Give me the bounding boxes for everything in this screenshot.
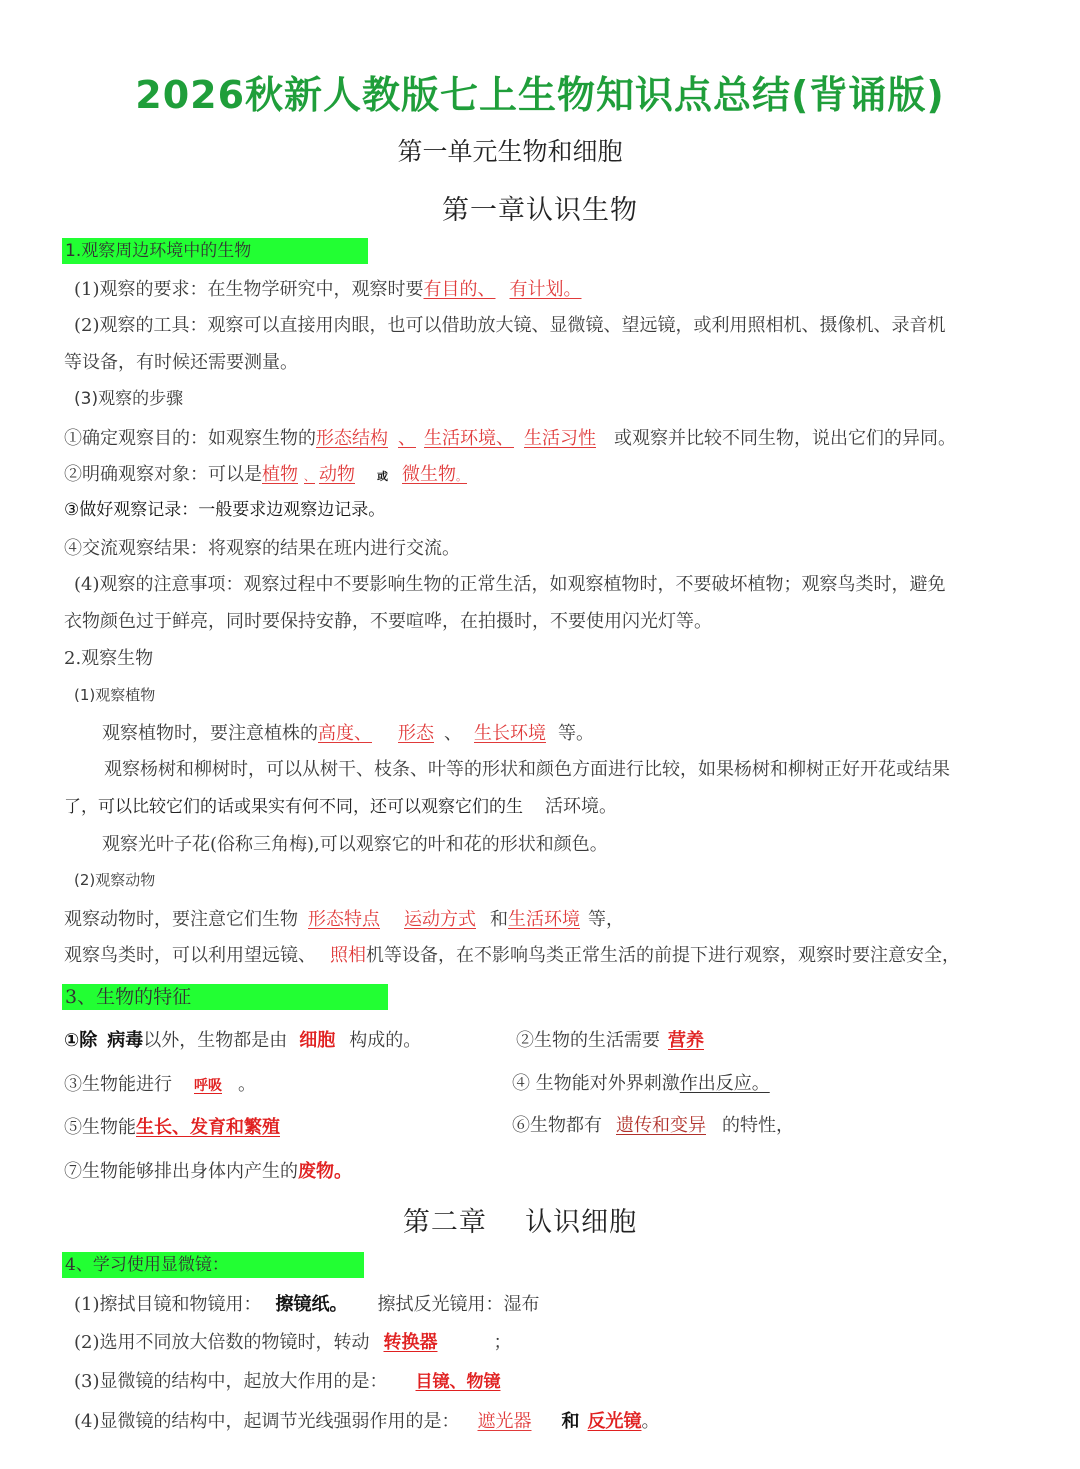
- answer: 遮光器: [477, 1411, 532, 1432]
- observe-plants-heading: (1)观察植物: [74, 686, 156, 704]
- chapter1-title: 第一章认识生物: [442, 195, 638, 226]
- animal-para1: [64, 907, 624, 933]
- observe-steps-heading: (3)观察的步骤: [74, 389, 184, 409]
- answer: 照相: [330, 945, 366, 966]
- plant-para2-line1: 观察杨树和柳树时，可以从树干、枝条、叶等的形状和颜色方面进行比较，如果杨树和柳树正好开花或结果: [104, 759, 950, 780]
- answer: 擦镜纸。: [275, 1294, 348, 1315]
- text: 。: [641, 1411, 660, 1432]
- text: 机等设备，在不影响鸟类正常生活的前提下进行观察，观察时要注意安全，: [366, 945, 960, 966]
- microscope-1: [74, 1292, 540, 1318]
- step4: ④交流观察结果：将观察的结果在班内进行交流。: [64, 538, 460, 559]
- text: 和: [561, 1411, 580, 1432]
- text: ②生物的生活需要: [516, 1030, 660, 1051]
- text: (4)显微镜的结构中，起调节光线强弱作用的是：: [74, 1411, 460, 1432]
- observe-tools-line1: (2)观察的工具：观察可以直接用肉眼，也可以借助放大镜、显微镜、望远镜，或利用照相机、摄像机、录音机: [74, 315, 946, 336]
- text: ⑦生物能够排出身体内产生的: [64, 1161, 298, 1182]
- text: ③生物能进行: [64, 1074, 172, 1095]
- plant-para3: 观察光叶子花(俗称三角梅),可以观察它的叶和花的形状和颜色。: [102, 834, 608, 855]
- text: ⑤生物能: [64, 1117, 136, 1138]
- feature3: [64, 1072, 256, 1099]
- text: 的特性，: [722, 1115, 794, 1136]
- answer: 生长环境: [474, 723, 546, 744]
- observe-notes-line2: 衣物颜色过于鲜亮，同时要保持安静，不要喧哗，在拍摄时，不要使用闪光灯等。: [64, 611, 712, 632]
- text: 或: [377, 470, 388, 483]
- text: ①除: [64, 1030, 98, 1051]
- text: 了，可以比较它们的话或果实有何不同，还可以观察它们的生: [64, 797, 523, 817]
- separator: 。: [456, 470, 467, 483]
- section2-heading: 2.观察生物: [64, 648, 154, 669]
- chapter2-title: 第二章 认识细胞: [402, 1207, 638, 1238]
- text: ①确定观察目的：如观察生物的: [64, 428, 316, 449]
- answer: 动物: [319, 464, 355, 485]
- observe-animals-heading: (2)观察动物: [74, 871, 156, 889]
- text: 。: [238, 1074, 256, 1095]
- answer: 呼吸: [194, 1078, 222, 1094]
- feature7: [64, 1159, 352, 1185]
- section3-heading: 3、生物的特征: [62, 984, 388, 1010]
- text: ；: [493, 1332, 512, 1353]
- unit-title: 第一单元生物和细胞: [397, 137, 623, 166]
- text: 、: [444, 723, 462, 744]
- feature1: [64, 1028, 421, 1054]
- section1-heading: 1.观察周边环境中的生物: [62, 238, 368, 264]
- answer: 遗传和变异: [616, 1115, 706, 1136]
- text: (3)显微镜的结构中，起放大作用的是：: [74, 1371, 388, 1392]
- text: 和: [490, 909, 508, 930]
- answer: 反光镜: [587, 1411, 642, 1432]
- answer: 生活习性: [524, 428, 596, 449]
- text: ④ 生物能对外界刺激: [512, 1073, 680, 1094]
- answer: 形态: [398, 723, 434, 744]
- answer: 生活环境: [508, 909, 580, 930]
- answer: 生活环境、: [424, 428, 514, 449]
- title-text: 2026秋新人教版七上生物知识点总结(背诵版): [135, 73, 945, 117]
- answer: 废物。: [298, 1161, 352, 1182]
- step1: [64, 426, 956, 452]
- answer: 植物: [262, 464, 298, 485]
- answer: 运动方式: [404, 909, 476, 930]
- microscope-2: [74, 1330, 512, 1356]
- observe-tools-line2: 等设备，有时候还需要测量。: [64, 352, 298, 373]
- plant-para1: [102, 721, 594, 747]
- separator: 、: [304, 470, 315, 483]
- text: 或观察并比较不同生物，说出它们的异同。: [614, 428, 956, 449]
- observe-requirement: [74, 277, 582, 303]
- section4-heading: 4、学习使用显微镜：: [62, 1252, 364, 1278]
- answer: 营养: [668, 1030, 704, 1051]
- text: 观察植物时，要注意植株的: [102, 723, 318, 744]
- text: ②明确观察对象：可以是: [64, 464, 262, 485]
- answer: 高度、: [318, 723, 372, 744]
- feature4: [512, 1071, 770, 1097]
- text: 擦拭反光镜用：湿布: [377, 1294, 540, 1315]
- answer: 、: [398, 428, 416, 449]
- text: 构成的。: [349, 1030, 422, 1051]
- answer: 形态特点: [308, 909, 380, 930]
- text: (2)选用不同放大倍数的物镜时，转动: [74, 1332, 370, 1353]
- microscope-3: [74, 1369, 501, 1395]
- plant-para2-line2: [64, 794, 617, 820]
- answer: 微生物: [402, 464, 456, 485]
- step2: [64, 462, 467, 490]
- answer: 作出反应。: [679, 1073, 770, 1094]
- title-block: [0, 60, 1080, 127]
- microscope-4: [74, 1409, 660, 1435]
- answer: 目镜、物镜: [415, 1372, 501, 1392]
- feature6: [512, 1113, 794, 1139]
- animal-para2: [64, 943, 960, 969]
- answer: 生长、发育和繁殖: [136, 1117, 280, 1138]
- text: 以外，生物都是由: [143, 1030, 288, 1051]
- answer: 转换器: [383, 1332, 438, 1353]
- observe-notes-line1: (4)观察的注意事项：观察过程中不要影响生物的正常生活，如观察植物时，不要破坏植物；观察鸟类时，避免: [74, 574, 946, 595]
- text: 等。: [558, 723, 594, 744]
- text: 观察动物时，要注意它们生物: [64, 909, 298, 930]
- text: (1)观察的要求：在生物学研究中，观察时要: [74, 279, 424, 300]
- text: 活环境。: [545, 796, 617, 817]
- text: ⑥生物都有: [512, 1115, 602, 1136]
- answer: 病毒: [107, 1030, 144, 1051]
- feature5: [64, 1115, 280, 1141]
- answer: 有目的、: [423, 279, 496, 300]
- answer: 细胞: [299, 1030, 336, 1051]
- text: 观察鸟类时，可以利用望远镜、: [64, 945, 316, 966]
- step3: ③做好观察记录：一般要求边观察边记录。: [64, 500, 386, 520]
- answer: 有计划。: [509, 279, 582, 300]
- text: (1)擦拭目镜和物镜用：: [74, 1294, 262, 1315]
- text: 等，: [588, 909, 624, 930]
- page-title: [117, 60, 963, 127]
- answer: 形态结构: [316, 428, 388, 449]
- feature2: [516, 1028, 704, 1054]
